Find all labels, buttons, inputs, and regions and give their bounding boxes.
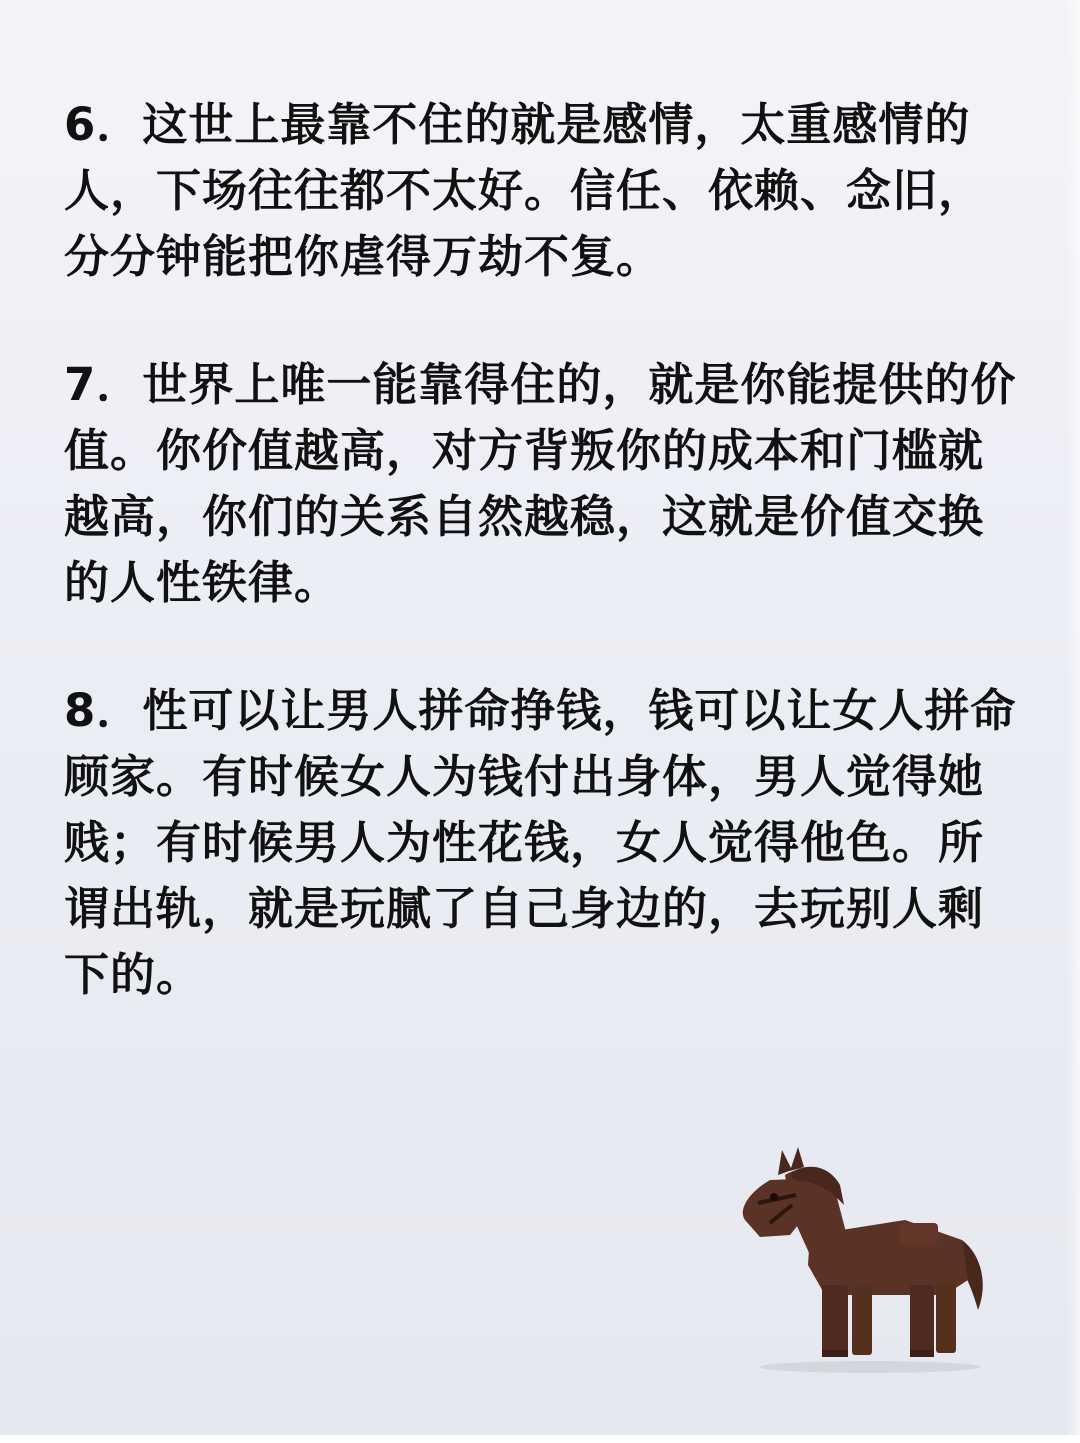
point-6	[64, 92, 1024, 290]
point-number: 8．	[64, 684, 143, 737]
point-text: 性可以让男人拼命挣钱，钱可以让女人拼命顾家。有时候女人为钱付出身体，男人觉得她贱；有时候男人为性花钱，女人觉得他色。所谓出轨，就是玩腻了自己身边的，去玩别人剩下的。	[64, 684, 1017, 1001]
point-8	[64, 678, 1024, 1008]
page-edge-bottom	[0, 1435, 1080, 1443]
toy-horse-icon	[730, 1145, 1000, 1375]
article-body	[64, 92, 1024, 1070]
point-text: 世界上唯一能靠得住的，就是你能提供的价值。你价值越高，对方背叛你的成本和门槛就越高，你们的关系自然越稳，这就是价值交换的人性铁律。	[64, 358, 1017, 609]
point-text: 这世上最靠不住的就是感情，太重感情的人，下场往往都不太好。信任、依赖、念旧，分分钟能把你虐得万劫不复。	[64, 98, 985, 283]
page-edge	[1066, 0, 1080, 1443]
point-number: 6．	[64, 98, 143, 151]
point-number: 7．	[64, 358, 143, 411]
point-7	[64, 352, 1024, 616]
